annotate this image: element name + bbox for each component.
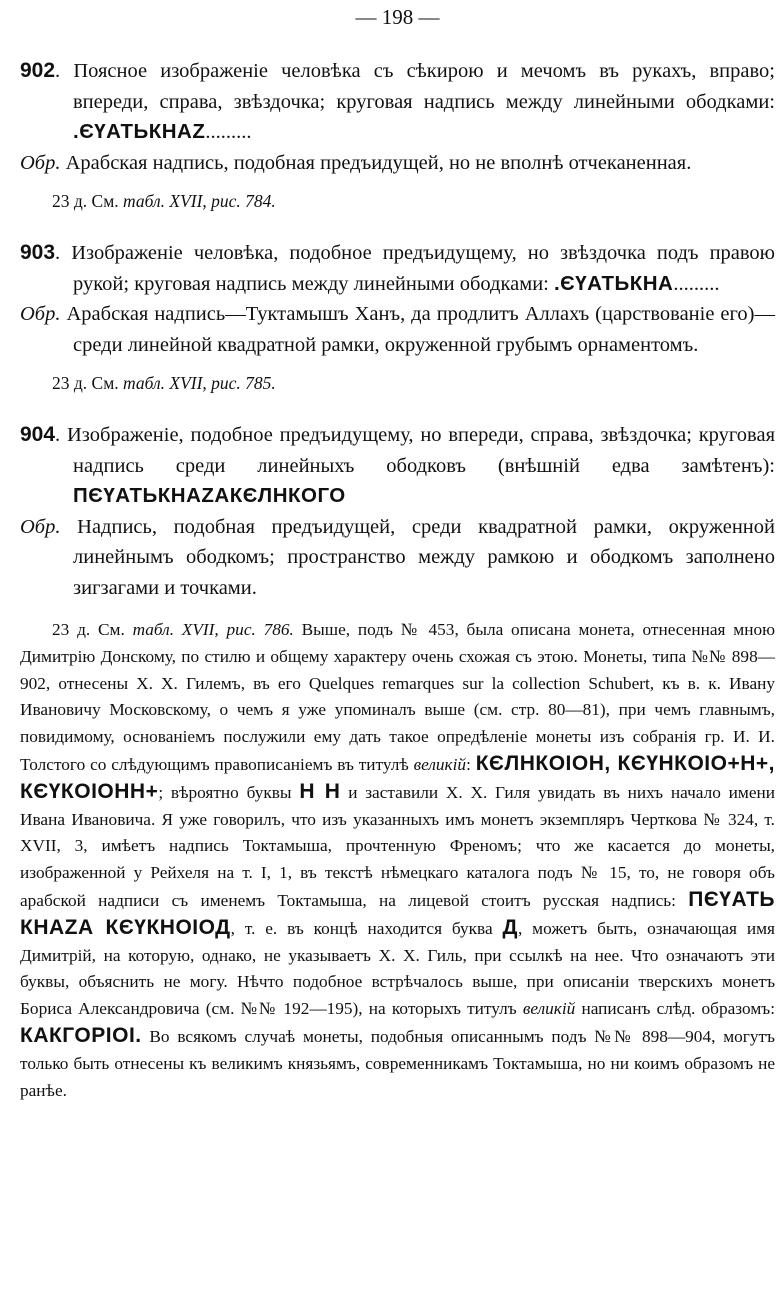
entry-body: . Поясное изображеніе человѣка съ сѣкирою и мечомъ въ рукахъ, вправо; впереди, справа, звѣздочка; круговая надпись между линейными ободками: — [55, 60, 775, 113]
coin-legend-variants: КЄЛНКОІОН, КЄҮНКОІО+Н+, КЄҮКОІОНН+ — [20, 751, 776, 803]
note-reference-table: табл. XVII, рис. 786. — [132, 620, 294, 639]
reference-lead: 23 д. См. — [52, 191, 124, 211]
coin-legend-letter-d: Д — [502, 915, 518, 939]
note-reference-lead: 23 д. См. — [52, 620, 133, 639]
catalog-entry-903 — [20, 238, 775, 396]
entry-number: 902 — [20, 59, 56, 82]
reverse-label: Обр. — [20, 303, 61, 325]
note-text: Во всякомъ случаѣ монеты, подобныя описаннымъ подъ №№ 898—904, могутъ только быть отнесены къ великимъ князьямъ, современникамъ Токтамыша, но ни коимъ образомъ не ранѣе. — [20, 1026, 775, 1100]
reverse-label: Обр. — [20, 515, 61, 538]
entry-reference — [20, 370, 775, 396]
legend-tail: ......... — [205, 121, 252, 143]
reverse-description — [20, 299, 775, 360]
page-number: — 198 — — [355, 5, 440, 29]
reference-table: табл. XVII, рис. 784. — [123, 191, 276, 211]
note-text: : — [466, 754, 476, 774]
reverse-text: Арабская надпись, подобная предъидущей, но не вполнѣ отчеканенная. — [60, 151, 692, 174]
catalog-entry-902 — [20, 56, 775, 214]
entry-body: . Изображеніе, подобное предъидущему, но впереди, справа, звѣздочка; круговая надпись среди линейныхъ ободковъ (внѣшній едва замѣтенъ): — [55, 424, 775, 477]
reverse-text: Арабская надпись—Туктамышъ Ханъ, да продлитъ Аллахъ (царствованіе его)—среди линейной квадратной рамки, окруженной грубымъ орнаментомъ. — [60, 303, 775, 356]
coin-legend: .ЄҮАТЬКНА — [553, 271, 674, 295]
reverse-description — [20, 148, 775, 179]
commentary-note — [20, 617, 775, 1104]
coin-legend-letters: Н Н — [299, 779, 341, 803]
coin-legend: ПЄҮАТЬКНАZАКЄЛНКОГО — [73, 484, 346, 507]
coin-legend: .ЄҮАТЬКНАZ — [73, 120, 206, 143]
entry-number: 904 — [20, 423, 56, 446]
note-emphasis: великій — [413, 754, 467, 774]
coin-legend-tver: КАКГОРІОІ. — [20, 1023, 142, 1047]
note-text: написанъ слѣд. образомъ: — [575, 999, 775, 1019]
note-text: , т. е. въ концѣ находится буква — [230, 918, 503, 938]
reverse-text: Надпись, подобная предъидущей, среди квадратной рамки, окруженной линейнымъ ободкомъ; пространство между рамкою и ободкомъ заполнено зигзагами и точками. — [60, 515, 775, 599]
reverse-label: Обр. — [20, 151, 61, 174]
note-text: Выше, подъ № 453, была описана монета, отнесенная мною Димитрію Донскому, по стилю и общему характеру очень схожая съ этою. Монеты, типа №№ 898—902, отнесены Х. Х. Гилемъ, въ его Quelques remarques sur la collection Schubert, къ в. к. Ивану Ивановичу Московскому, о чемъ я уже упоминалъ выше (см. стр. 80—81), при чемъ главнымъ, повидимому, основаніемъ послужили ему дать такое опредѣленіе монеты изъ собранія гр. И. И. Толстого со слѣдующимъ правописаніемъ въ титулѣ — [20, 620, 775, 774]
reference-table: табл. XVII, рис. 785. — [123, 373, 276, 393]
reference-lead: 23 д. См. — [52, 373, 124, 393]
coin-legend-reichel: ПЄҮАТЬ КНАZА КЄҮКНОІОД — [20, 887, 775, 939]
entry-body: . Изображеніе человѣка, подобное предъидущему, но звѣздочка подъ правою рукой; круговая надпись между линейными ободками: — [55, 242, 775, 295]
entry-number: 903 — [20, 241, 56, 264]
note-emphasis: великій — [522, 999, 576, 1019]
entry-reference — [20, 188, 775, 214]
entry-description — [20, 238, 775, 299]
entry-description — [20, 420, 775, 512]
catalog-entry-904 — [20, 420, 775, 603]
note-text: ; вѣроятно буквы — [158, 782, 300, 802]
note-text: и заставили Х. Х. Гиля увидать въ нихъ начало имени Ивана Ивановича. Я уже говорилъ, что изъ указанныхъ имъ монетъ экземпляръ Черткова № 324, т. XVII, 3, имѣетъ надпись Токтамыша, прочтенную Френомъ; что же касается до монеты, изображенной у Рейхеля на т. I, 1, въ текстѣ нѣмецкаго каталога подъ № 15, то, не говоря объ арабской надписи съ именемъ Токтамыша, на лицевой стоитъ русская надпись: — [20, 782, 775, 910]
note-text: , можетъ быть, означающая имя Димитрій, на которую, однако, не указываетъ Х. Х. Гиль, при ссылкѣ на нее. Что означаютъ эти буквы, объяснить не могу. Нѣчто подобное встрѣчалось выше, при описаніи тверскихъ монетъ Бориса Александровича (см. №№ 192—195), на которыхъ титулъ — [20, 918, 775, 1019]
legend-tail: ......... — [673, 272, 720, 295]
entry-description — [20, 56, 775, 148]
reverse-description — [20, 512, 775, 604]
